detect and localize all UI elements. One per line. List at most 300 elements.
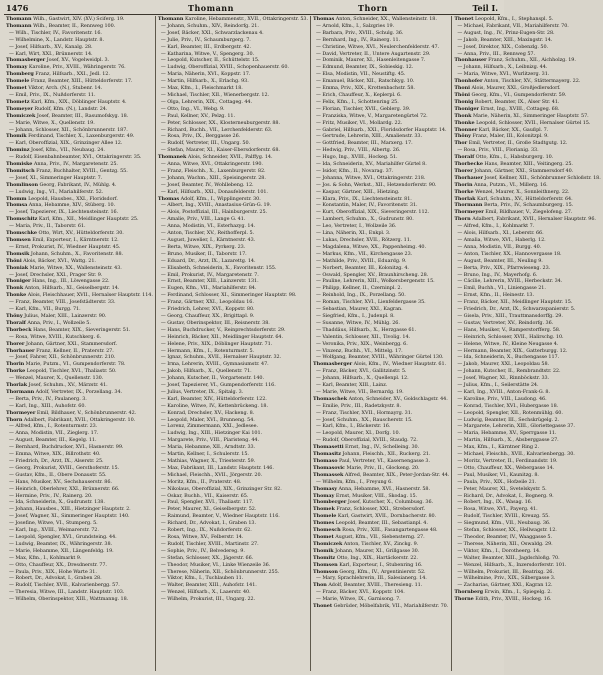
directory-entry bbox=[158, 278, 308, 285]
entry-details: — Heinrich, Schlosser, XVII., Halirschg. 10. bbox=[457, 333, 564, 340]
directory-entry bbox=[6, 23, 153, 30]
directory-entry bbox=[158, 168, 308, 175]
entry-surname: Thomberg bbox=[6, 71, 34, 78]
entry-surname: Thonke bbox=[6, 292, 27, 299]
entry-details: — Rudolf, Eisenbahnbeamter, XVI., Ottakringerstr. 35. bbox=[9, 154, 142, 161]
entry-details: Gebrüder, Möbelfabrik, VII., Mariahilferstr. 70. bbox=[333, 603, 449, 610]
directory-entry bbox=[158, 375, 308, 382]
entry-details: — Karl, Ing., XVIII., Weimarerstr. 72. bbox=[9, 527, 99, 534]
entry-details: — Maria, Witwe, XVI., Wurlitzerg. 31. bbox=[457, 71, 550, 78]
entry-details: Anna, Hebamme, XVI., Hasnerstr. 58. bbox=[338, 485, 430, 492]
directory-entry bbox=[454, 341, 600, 348]
entry-details: — Mathias, Wagner, X., Triesterstr. 59. bbox=[160, 458, 256, 464]
directory-entry bbox=[454, 320, 600, 327]
entry-surname: Thorhauer bbox=[6, 347, 35, 354]
entry-details: — Markus, Kfm., VII., Kirchengasse 23. bbox=[315, 250, 413, 257]
directory-entry bbox=[6, 334, 153, 341]
directory-entry bbox=[313, 175, 449, 182]
entry-details: — Franz, Gärtner, XXI., Leopoldau 16. bbox=[160, 299, 254, 306]
entry-details: — Emil, Prokurist, IV., Margaretenstr. 7. bbox=[160, 271, 259, 278]
directory-entry bbox=[454, 196, 600, 203]
entry-surname: Thorer bbox=[454, 167, 473, 174]
directory-entry bbox=[158, 403, 308, 410]
directory-entry bbox=[454, 51, 600, 58]
directory-entry bbox=[454, 272, 600, 279]
entry-details: Otto, Ing., XIX., Hartäckerstr. 22. bbox=[336, 554, 418, 561]
entry-details: — Robert, Ing., IX., Nußdorferstr. 62. bbox=[160, 527, 252, 534]
directory-entry bbox=[158, 334, 308, 341]
directory-entry bbox=[454, 575, 600, 582]
entry-details: Emil, Bildhauer, V., Schönbrunnerstr. 42. bbox=[36, 409, 137, 416]
entry-details: Ernst, Ing., IV., Schelleing. 30. bbox=[345, 444, 420, 451]
directory-entry bbox=[454, 451, 600, 458]
entry-details: — August, Beamter, III., Kegelg. 11. bbox=[9, 437, 97, 444]
entry-details: Marie, Näherin, XI., Simmeringer Hauptstr. 57. bbox=[473, 112, 589, 119]
entry-surname: Thonhauser bbox=[454, 57, 487, 64]
directory-entry bbox=[313, 78, 449, 85]
entry-details: — Roman, Tischler, XVI., Lienfeldergasse 35. bbox=[315, 299, 426, 306]
directory-entry bbox=[158, 272, 308, 279]
directory-entry bbox=[158, 582, 308, 589]
entry-details: — Alois, Postoffizial, III., Hainburgerstr. 25. bbox=[160, 209, 268, 216]
entry-details: Josef, Kellner, XII., Schönbrunner Schloßstr. 18. bbox=[484, 174, 601, 181]
directory-entry bbox=[313, 486, 449, 493]
entry-details: — Leopold, Kutscher, II., Schüttelstr. 15. bbox=[160, 57, 260, 64]
entry-details: — Martin, Hilfsarb., X., Erlachg. 93. bbox=[160, 78, 249, 85]
directory-entry bbox=[158, 417, 308, 424]
directory-entry bbox=[313, 113, 449, 120]
entry-details: — Franz, Beamter, VIII., Josefstädterstr. 33. bbox=[9, 299, 116, 306]
entry-details: — Hermann, Beamter, XIX., Gatterburgg. 12. bbox=[457, 347, 568, 354]
directory-entry bbox=[454, 506, 600, 513]
entry-details: — Therese, Näherin, XII., Schönbrunnerstr. 255. bbox=[160, 568, 280, 575]
entry-details: — Johann, Kutscher, II., Vorgartenstr. 140. bbox=[160, 375, 264, 382]
entry-details: — Peter, Schlosser, XX., Klosterneuburgerstr. 88. bbox=[160, 119, 280, 126]
entry-details: — Wilhelmine, X., Landstr. Hauptstr. 8. bbox=[9, 36, 104, 43]
entry-details: — Ludwig, Beamter, III., Sechskrügelg. 2. bbox=[457, 416, 560, 423]
directory-entry bbox=[313, 444, 449, 451]
entry-details: — Isidor, Kfm., II., Novarag. 37. bbox=[315, 167, 394, 174]
directory-entry bbox=[313, 299, 449, 306]
entry-details: — Otto, Ing., VI., Webg. 9. bbox=[160, 105, 225, 112]
entry-details: — Michael, Fleischh., XVII., Kalvarienbergg. 30. bbox=[457, 451, 575, 458]
entry-surname: Thomet bbox=[312, 533, 334, 540]
entry-details: — Friedrich, Lehrer, XVI., Koppstr. 80. bbox=[160, 306, 255, 313]
entry-details: — Leopold, Spengler, XII., Rotenmühlg. 60. bbox=[457, 409, 563, 416]
entry-surname: Thorn bbox=[454, 216, 471, 223]
entry-details: — Anna, Modistin, VII., Zieglerg. 17. bbox=[9, 430, 99, 437]
entry-surname: Thonhofer bbox=[454, 78, 483, 85]
directory-entry bbox=[454, 299, 600, 306]
entry-details: — Moritz, Vertreter, II., Ferdinandstr. 19. bbox=[457, 458, 558, 464]
entry-details: — Heinrich, Bäcker, XII., Meidlinger Hauptstr. 64. bbox=[160, 333, 283, 340]
entry-details: — Ida, Schneiderin, X., Buchengasse 117. bbox=[457, 354, 560, 361]
entry-details: — Kaspar, Gärtner, XIII., Hietzing. bbox=[315, 188, 400, 195]
directory-entry bbox=[313, 140, 449, 147]
directory-entry bbox=[6, 569, 153, 576]
entry-surname: Thoniger bbox=[6, 278, 31, 285]
entry-details: Alfred, Beamter, XIX., Peter-Jordan-Str. 44. bbox=[344, 471, 450, 478]
directory-entry bbox=[313, 569, 449, 576]
entry-details: — Walter, Beamter, XIII., Auhofstr. 141. bbox=[160, 582, 257, 589]
entry-details: — Eduard, Dr., Arzt, IX., Lazarettg. 14. bbox=[160, 257, 256, 264]
entry-details: — Julie, Priv., IV., Schaumburgerg. 7. bbox=[160, 36, 251, 43]
entry-details: Adolf, Vertreter, IX., Porzellang. 34. bbox=[35, 388, 123, 395]
entry-surname: Thomson bbox=[312, 568, 338, 575]
directory-entry bbox=[313, 465, 449, 472]
entry-details: — Vinzenz, Buchh., VI., Mittelg. 17. bbox=[315, 347, 403, 354]
entry-details: — Leopold, Maler, XVI., Brunneng. 54. bbox=[160, 416, 255, 423]
directory-entry bbox=[6, 106, 153, 113]
entry-details: Robert, Beamter, IX., Alser Str. 41. bbox=[474, 98, 560, 105]
directory-entry bbox=[158, 499, 308, 506]
directory-entry bbox=[6, 396, 153, 403]
entry-details: — Josef, Fahrer, XII., Schönbrunnerstr. 210. bbox=[9, 354, 116, 361]
entry-details: — Siegmund, Kfm., VII., Neubaug. 36. bbox=[457, 520, 551, 527]
directory-entry bbox=[6, 285, 153, 292]
directory-entry bbox=[158, 147, 308, 154]
entry-details: — Gabriel, Hilfsarb., XXI., Floridsdorfer Hauptstr. 14. bbox=[315, 126, 447, 133]
directory-entry bbox=[454, 548, 600, 555]
directory-entry bbox=[6, 258, 153, 265]
directory-entry bbox=[313, 230, 449, 237]
directory-entry bbox=[454, 161, 600, 168]
directory-entry bbox=[313, 168, 449, 175]
entry-surname: Thomlinson bbox=[6, 181, 38, 188]
entry-details: — Franz, Bäcker, XVI., Gallitzinstr. 5. bbox=[315, 368, 407, 375]
directory-entry bbox=[6, 223, 153, 230]
directory-entry bbox=[158, 520, 308, 527]
directory-entry bbox=[454, 403, 600, 410]
directory-entry bbox=[6, 44, 153, 51]
entry-details: — Lorenz, Zimmermann, XXI., Jedlesee. bbox=[160, 423, 259, 430]
directory-entry bbox=[313, 306, 449, 313]
entry-details: — Oswald, Spengler, XV., Braunhirscheng. 28. bbox=[315, 271, 429, 278]
entry-details: — Josef, Wagner, XI., Rinnböckstr. 33. bbox=[457, 375, 550, 382]
directory-entry bbox=[454, 30, 600, 37]
directory-entry bbox=[158, 430, 308, 437]
entry-details: Karoline, Hebammenstr., XVII., Ottakringerstr. 53. bbox=[184, 16, 308, 22]
directory-entry bbox=[313, 506, 449, 513]
directory-entry bbox=[313, 265, 449, 272]
directory-entry bbox=[158, 85, 308, 92]
directory-entry bbox=[313, 348, 449, 355]
entry-details: — Jakob, Hilfsarb., X., Quellenstr. 71. bbox=[160, 368, 252, 375]
directory-entry bbox=[6, 237, 153, 244]
directory-entry bbox=[313, 209, 449, 216]
directory-entry bbox=[313, 127, 449, 134]
header-rule bbox=[4, 14, 500, 15]
entry-details: — Josefine, Witwe, VI., Stumperg. 5. bbox=[9, 520, 98, 527]
directory-entry bbox=[6, 16, 153, 23]
directory-entry bbox=[454, 368, 600, 375]
entry-details: — Karoline, Witwe, IV., Kettenbrückeng. 18. bbox=[160, 402, 268, 409]
directory-entry bbox=[313, 320, 449, 327]
entry-details: — Hermann, Kfm., I., Rotenturmstr. 5. bbox=[160, 347, 255, 354]
directory-entry bbox=[158, 327, 308, 334]
header-part-label: Teil I. bbox=[472, 3, 498, 13]
entry-details: — Karl, Ing., XVIII., Anton-Frank-G. 8. bbox=[457, 388, 550, 395]
directory-entry bbox=[158, 113, 308, 120]
entry-details: — Cäcilie, Lehrerin, XVIII., Herbeckstr. 34. bbox=[457, 278, 563, 285]
directory-entry bbox=[313, 396, 449, 403]
directory-entry bbox=[6, 230, 153, 237]
directory-entry bbox=[6, 85, 153, 92]
entry-details: — Veronika, Priv., XIX., Weinbergg. 6. bbox=[315, 340, 408, 347]
entry-details: Viktor, Arch. (N.), Stubenr. 14. bbox=[28, 85, 103, 92]
entry-details: Johann, Gärtner, XXI., Stammersdorf. bbox=[25, 340, 118, 347]
entry-surname: Thonner bbox=[454, 126, 478, 133]
entry-details: — Hans, Buchdrucker, V., Reinprechtsdorferstr. 29. bbox=[160, 326, 286, 333]
entry-details: Adalbert, Fabrikant, XVII., Ottakringerstr. 10. bbox=[23, 416, 136, 423]
directory-entry bbox=[6, 175, 153, 182]
directory-entry bbox=[158, 493, 308, 500]
directory-entry bbox=[313, 458, 449, 465]
directory-entry bbox=[6, 423, 153, 430]
entry-details: — Johann, Wachm., XIII., Speisingerstr. 28. bbox=[160, 174, 266, 181]
entry-details: Edith, Priv., XVIII., Hockeg. 16. bbox=[475, 596, 552, 603]
entry-details: — Marie, Witwe, X., Quellenstr. 19. bbox=[9, 119, 95, 126]
entry-details: Karl, Gastwirt, XVII., Dornbacherstr. 80. bbox=[337, 513, 437, 520]
entry-surname: Thorer bbox=[6, 340, 25, 347]
entry-details: Anton, Hilfsarb., XI., Geiselbergstr. 14. bbox=[24, 285, 120, 292]
directory-entry bbox=[6, 375, 153, 382]
directory-entry bbox=[6, 265, 153, 272]
directory-entry bbox=[158, 444, 308, 451]
entry-details: — David, Vertreter, II., Untere Augartenstr. 29. bbox=[315, 50, 431, 57]
entry-details: Alois, Maurer, XXI., Großjedlersdorf. bbox=[471, 85, 561, 92]
directory-entry bbox=[158, 527, 308, 534]
directory-entry bbox=[158, 244, 308, 251]
entry-details: — Karl, Kfm., I., Bäckerstr. 16. bbox=[315, 423, 391, 430]
directory-entry bbox=[158, 569, 308, 576]
entry-details: — Josef, Tapezierer, IX., Liechtensteinstr. 16. bbox=[9, 209, 119, 216]
entry-details: — Friedrich, Dr., Arzt, IX., Schwarzspanierstr. 5. bbox=[457, 306, 576, 313]
directory-entry bbox=[158, 389, 308, 396]
entry-details: — Jakob, Beamter, XIII., Maxingstr. 14. bbox=[457, 36, 553, 43]
entry-surname: Thomasitz bbox=[312, 451, 341, 458]
entry-details: — Margarete, Priv., VIII., Piaristeng. 44. bbox=[160, 437, 259, 444]
directory-entry bbox=[313, 596, 449, 603]
directory-entry bbox=[6, 327, 153, 334]
entry-details: — Gustav, Oberinspektor, III., Reisnerstr. 38. bbox=[160, 319, 270, 326]
entry-surname: Thomay bbox=[312, 492, 335, 499]
entry-surname: Thorke bbox=[6, 368, 26, 375]
entry-details: Anton, Tischler, XV., Stättermayerg. 22. bbox=[484, 78, 581, 85]
directory-entry bbox=[313, 562, 449, 569]
entry-surname: Thornberg bbox=[454, 589, 483, 596]
entry-details: — Wilhelm, Oberinspektor, XIII., Wattmanng. 18. bbox=[9, 596, 129, 603]
directory-entry bbox=[158, 216, 308, 223]
entry-details: Karl, Exporteur, I., Stubenring 16. bbox=[339, 561, 423, 568]
entry-details: — Walter, Beamter, XIII., Jagdschloßg. 70. bbox=[457, 554, 560, 561]
entry-details: — Richard, Dr., Advokat, I., Graben 13. bbox=[160, 520, 256, 527]
directory-entry bbox=[454, 382, 600, 389]
entry-details: — Rosa, Witwe, XVIII., Kutschkerg. 6. bbox=[9, 333, 102, 340]
entry-surname: Thomberger bbox=[312, 499, 347, 506]
entry-details: Anna, Putzm., VI., Millerg. 16. bbox=[474, 181, 548, 188]
directory-entry bbox=[454, 527, 600, 534]
entry-details: — Maria, Näherin, XVI., Koppstr. 17. bbox=[160, 71, 251, 78]
directory-entry bbox=[158, 202, 308, 209]
entry-details: — Anna, Witwe, XVI., Ottakringerstr. 190. bbox=[160, 161, 263, 168]
entry-details: — Lina, Näherin, XI., Enkpl. 3. bbox=[315, 230, 391, 237]
directory-entry bbox=[313, 410, 449, 417]
directory-entry bbox=[454, 306, 600, 313]
entry-details: — Ludwig, Beamter, IX., Währingerstr. 38. bbox=[9, 540, 113, 547]
directory-entry bbox=[6, 499, 153, 506]
directory-entry bbox=[454, 589, 600, 596]
directory-entry bbox=[6, 527, 153, 534]
directory-entry bbox=[313, 493, 449, 500]
entry-details: — Stefan, Schlosser, XX., Hellwagstr. 12. bbox=[457, 527, 557, 534]
directory-entry bbox=[454, 534, 600, 541]
directory-entry bbox=[313, 334, 449, 341]
entry-surname: Thomm bbox=[6, 195, 27, 202]
entry-details: Leopold, Beamter, III., Sebastianpl. 4. bbox=[335, 520, 428, 527]
entry-details: Ernst, Ing., XVIII., Cottageg. 68. bbox=[480, 105, 560, 112]
directory-entry bbox=[6, 278, 153, 285]
directory-entry bbox=[454, 16, 600, 23]
entry-surname: Thor bbox=[454, 140, 468, 147]
directory-entry bbox=[313, 272, 449, 279]
entry-details: — Valentin, Schlosser, XII., Tivolig. 14. bbox=[315, 333, 411, 340]
entry-details: — Josef, Wagner, XI., Simmeringer Hauptstr. 140. bbox=[9, 513, 130, 520]
directory-entry bbox=[158, 223, 308, 230]
directory-entry bbox=[454, 499, 600, 506]
entry-details: Ernst, Musiker, VIII., Skodag. 15. bbox=[335, 492, 418, 499]
directory-entry bbox=[454, 444, 600, 451]
entry-details: — Berta, Witwe, XIX., Pyrkerg. 23. bbox=[160, 243, 246, 250]
directory-entry bbox=[313, 30, 449, 37]
entry-details: — Bernhard, Ing., IV., Rainerg. 11. bbox=[315, 36, 401, 43]
directory-entry bbox=[6, 168, 153, 175]
directory-entry bbox=[158, 51, 308, 58]
directory-entry bbox=[454, 327, 600, 334]
entry-details: — Karl, Hilfsarb., XXI., Donaufelderstr. 101. bbox=[160, 188, 268, 195]
directory-entry bbox=[454, 513, 600, 520]
entry-details: Hans, Ing., III., Löwengasse 22. bbox=[32, 278, 110, 285]
directory-entry bbox=[158, 189, 308, 196]
entry-details: — Bruno, Ing., IV., Mayerhofg. 6. bbox=[457, 271, 538, 278]
entry-surname: Thomschitz bbox=[6, 216, 38, 223]
entry-details: Wilh., Gastwirt, XIV. (XV.) Sciferg. 19. bbox=[33, 16, 125, 22]
directory-entry bbox=[313, 223, 449, 230]
directory-entry bbox=[6, 596, 153, 603]
entry-details: — Josef, XI., Simmeringer Hauptstr. 7. bbox=[9, 174, 103, 181]
directory-entry bbox=[313, 451, 449, 458]
entry-details: — Friedrich, Dr., Arzt, IX., Alserstr. 25. bbox=[9, 458, 104, 464]
directory-entry bbox=[313, 92, 449, 99]
entry-surname: Thomann bbox=[6, 16, 32, 22]
directory-entry bbox=[6, 368, 153, 375]
entry-details: — Sophie, Priv., IV., Belvedereg. 9. bbox=[160, 547, 245, 554]
entry-details: — Alfred, Kfm., I., Kohlmarkt 7. bbox=[457, 223, 535, 230]
entry-surname: Thomiczek bbox=[312, 540, 343, 547]
directory-entry bbox=[313, 251, 449, 258]
directory-entry bbox=[158, 30, 308, 37]
directory-entry bbox=[6, 154, 153, 161]
entry-details: Leopold, Kfm., I., Stephanspl. 5. bbox=[474, 16, 554, 22]
directory-entry bbox=[6, 458, 153, 465]
entry-details: — Barbara, Priv., XVIII., Schulg. 36. bbox=[315, 29, 404, 36]
entry-details: — Marie, Hebamme, XII., Längenfeldg. 19. bbox=[9, 547, 114, 554]
directory-entry bbox=[158, 313, 308, 320]
entry-details: Karl, Schuhm., XV., Hütteldorferstr. 64. bbox=[476, 195, 573, 202]
entry-details: Marie, Witwe, XX., Wallensteinstr. 43. bbox=[29, 264, 122, 271]
entry-details: Anton, Schneider, XV., Goldschlagstr. 44. bbox=[348, 395, 448, 402]
directory-entry bbox=[6, 451, 153, 458]
entry-details: — Rudolf, Tischler, XVIII., Kreuzg. 55. bbox=[457, 513, 550, 520]
directory-entry bbox=[454, 348, 600, 355]
entry-details: Otto, Kfm., I., Habsburgerg. 10. bbox=[475, 154, 554, 161]
entry-details: — Rudolf, Tischler, XVII., Kalvarienbergg. 57. bbox=[9, 582, 120, 589]
entry-details: — Mathilde, Priv., XVIII., Eduardg. 9. bbox=[315, 257, 407, 264]
directory-entry bbox=[158, 486, 308, 493]
entry-details: Emil, Exporteur, I., Kärntnerstr. 12. bbox=[32, 237, 119, 243]
directory-entry bbox=[313, 133, 449, 140]
directory-entry bbox=[454, 223, 600, 230]
entry-surname: Thormeyer bbox=[454, 209, 484, 216]
entry-details: — Wenzel, Hilfsarb., X., Laaerstr. 40. bbox=[160, 589, 251, 596]
entry-details: Georg, Fabrikant, IV., Mühlg. 4. bbox=[39, 181, 117, 188]
entry-details: Johann, Maurer, XI., Grillgasse 30. bbox=[335, 547, 420, 554]
directory-entry bbox=[313, 237, 449, 244]
entry-surname: Thomassek bbox=[312, 471, 344, 478]
entry-surname: Thon bbox=[312, 582, 327, 589]
directory-entry bbox=[313, 44, 449, 51]
entry-details: — Ludwig, Ing., VI., Mariahilferstr. 52. bbox=[9, 188, 104, 195]
directory-entry bbox=[313, 575, 449, 582]
directory-entry bbox=[313, 548, 449, 555]
entry-surname: Thoralf bbox=[454, 154, 475, 161]
entry-details: — Ferdinand, Schlosser, XI., Simmeringer Hauptstr. 98. bbox=[160, 292, 297, 299]
directory-entry bbox=[6, 189, 153, 196]
entry-details: — Pauline, Lehrerin, XIII., Wolkersbergenstr. 15. bbox=[315, 278, 435, 285]
entry-details: Franz, Beamter, XIII., Hütteldorferstr. 17. bbox=[30, 78, 133, 85]
entry-details: Berta, Priv., IV., Schaumburgerg. 15. bbox=[483, 202, 574, 209]
entry-details: Rosa, Priv., XIII., Fasangartengasse 48. bbox=[342, 527, 438, 534]
entry-details: — Elsa, Modistin, VII., Neustiftg. 45. bbox=[315, 71, 406, 78]
entry-details: — Georg, Chauffeur, XX., Brigittapl. 9. bbox=[160, 312, 255, 319]
entry-details: — Max, Fabrikant, III., Landstr. Hauptstr. 146. bbox=[160, 464, 274, 471]
directory-entry bbox=[6, 520, 153, 527]
directory-entry bbox=[158, 161, 308, 168]
entry-surname: Thonke bbox=[454, 119, 475, 126]
entry-details: — Bruno, Musiker, II., Taborstr. 17. bbox=[160, 250, 247, 257]
entry-details: — Karl, Kfm., VII., Burgg. 71. bbox=[9, 306, 81, 313]
entry-details: — Konstantin, Maler, IV., Favoritenstr. 31. bbox=[315, 202, 418, 209]
entry-details: Adolf, Beamter, XVIII., Theresieng. 11. bbox=[328, 582, 423, 589]
entry-details: Wenzel, Maurer, X., Sonnleithnerg. 22. bbox=[475, 188, 570, 195]
directory-entry bbox=[158, 120, 308, 127]
entry-details: — Robert, Dr., Advokat, I., Graben 28. bbox=[9, 575, 102, 582]
directory-entry bbox=[158, 64, 308, 71]
entry-details: — Otto, Chauffeur, XX., Dresdnerstr. 77. bbox=[9, 561, 107, 568]
directory-entry bbox=[313, 16, 449, 23]
directory-entry bbox=[313, 423, 449, 430]
entry-details: — Franziska, Witwe, V., Margaretengürtel 72. bbox=[315, 112, 428, 119]
entry-surname: Thomanek bbox=[157, 154, 187, 161]
directory-entry bbox=[6, 437, 153, 444]
entry-details: — Wilhelm, Prokurist, III., Beatrixg. 26. bbox=[457, 568, 554, 575]
directory-column-4 bbox=[452, 16, 602, 671]
entry-details: — Paula, Priv., XIX., Hofzeile 21. bbox=[457, 478, 537, 485]
entry-details: — Wenzel, Maurer, X., Quellenstr. 130. bbox=[9, 375, 104, 382]
entry-details: — Anna, Modistin, VI., Esterhazyg. 14. bbox=[160, 223, 256, 230]
directory-entry bbox=[454, 209, 600, 216]
entry-details: Georg, Kfm., VI., Gumpendorferstr. 59. bbox=[471, 91, 567, 98]
